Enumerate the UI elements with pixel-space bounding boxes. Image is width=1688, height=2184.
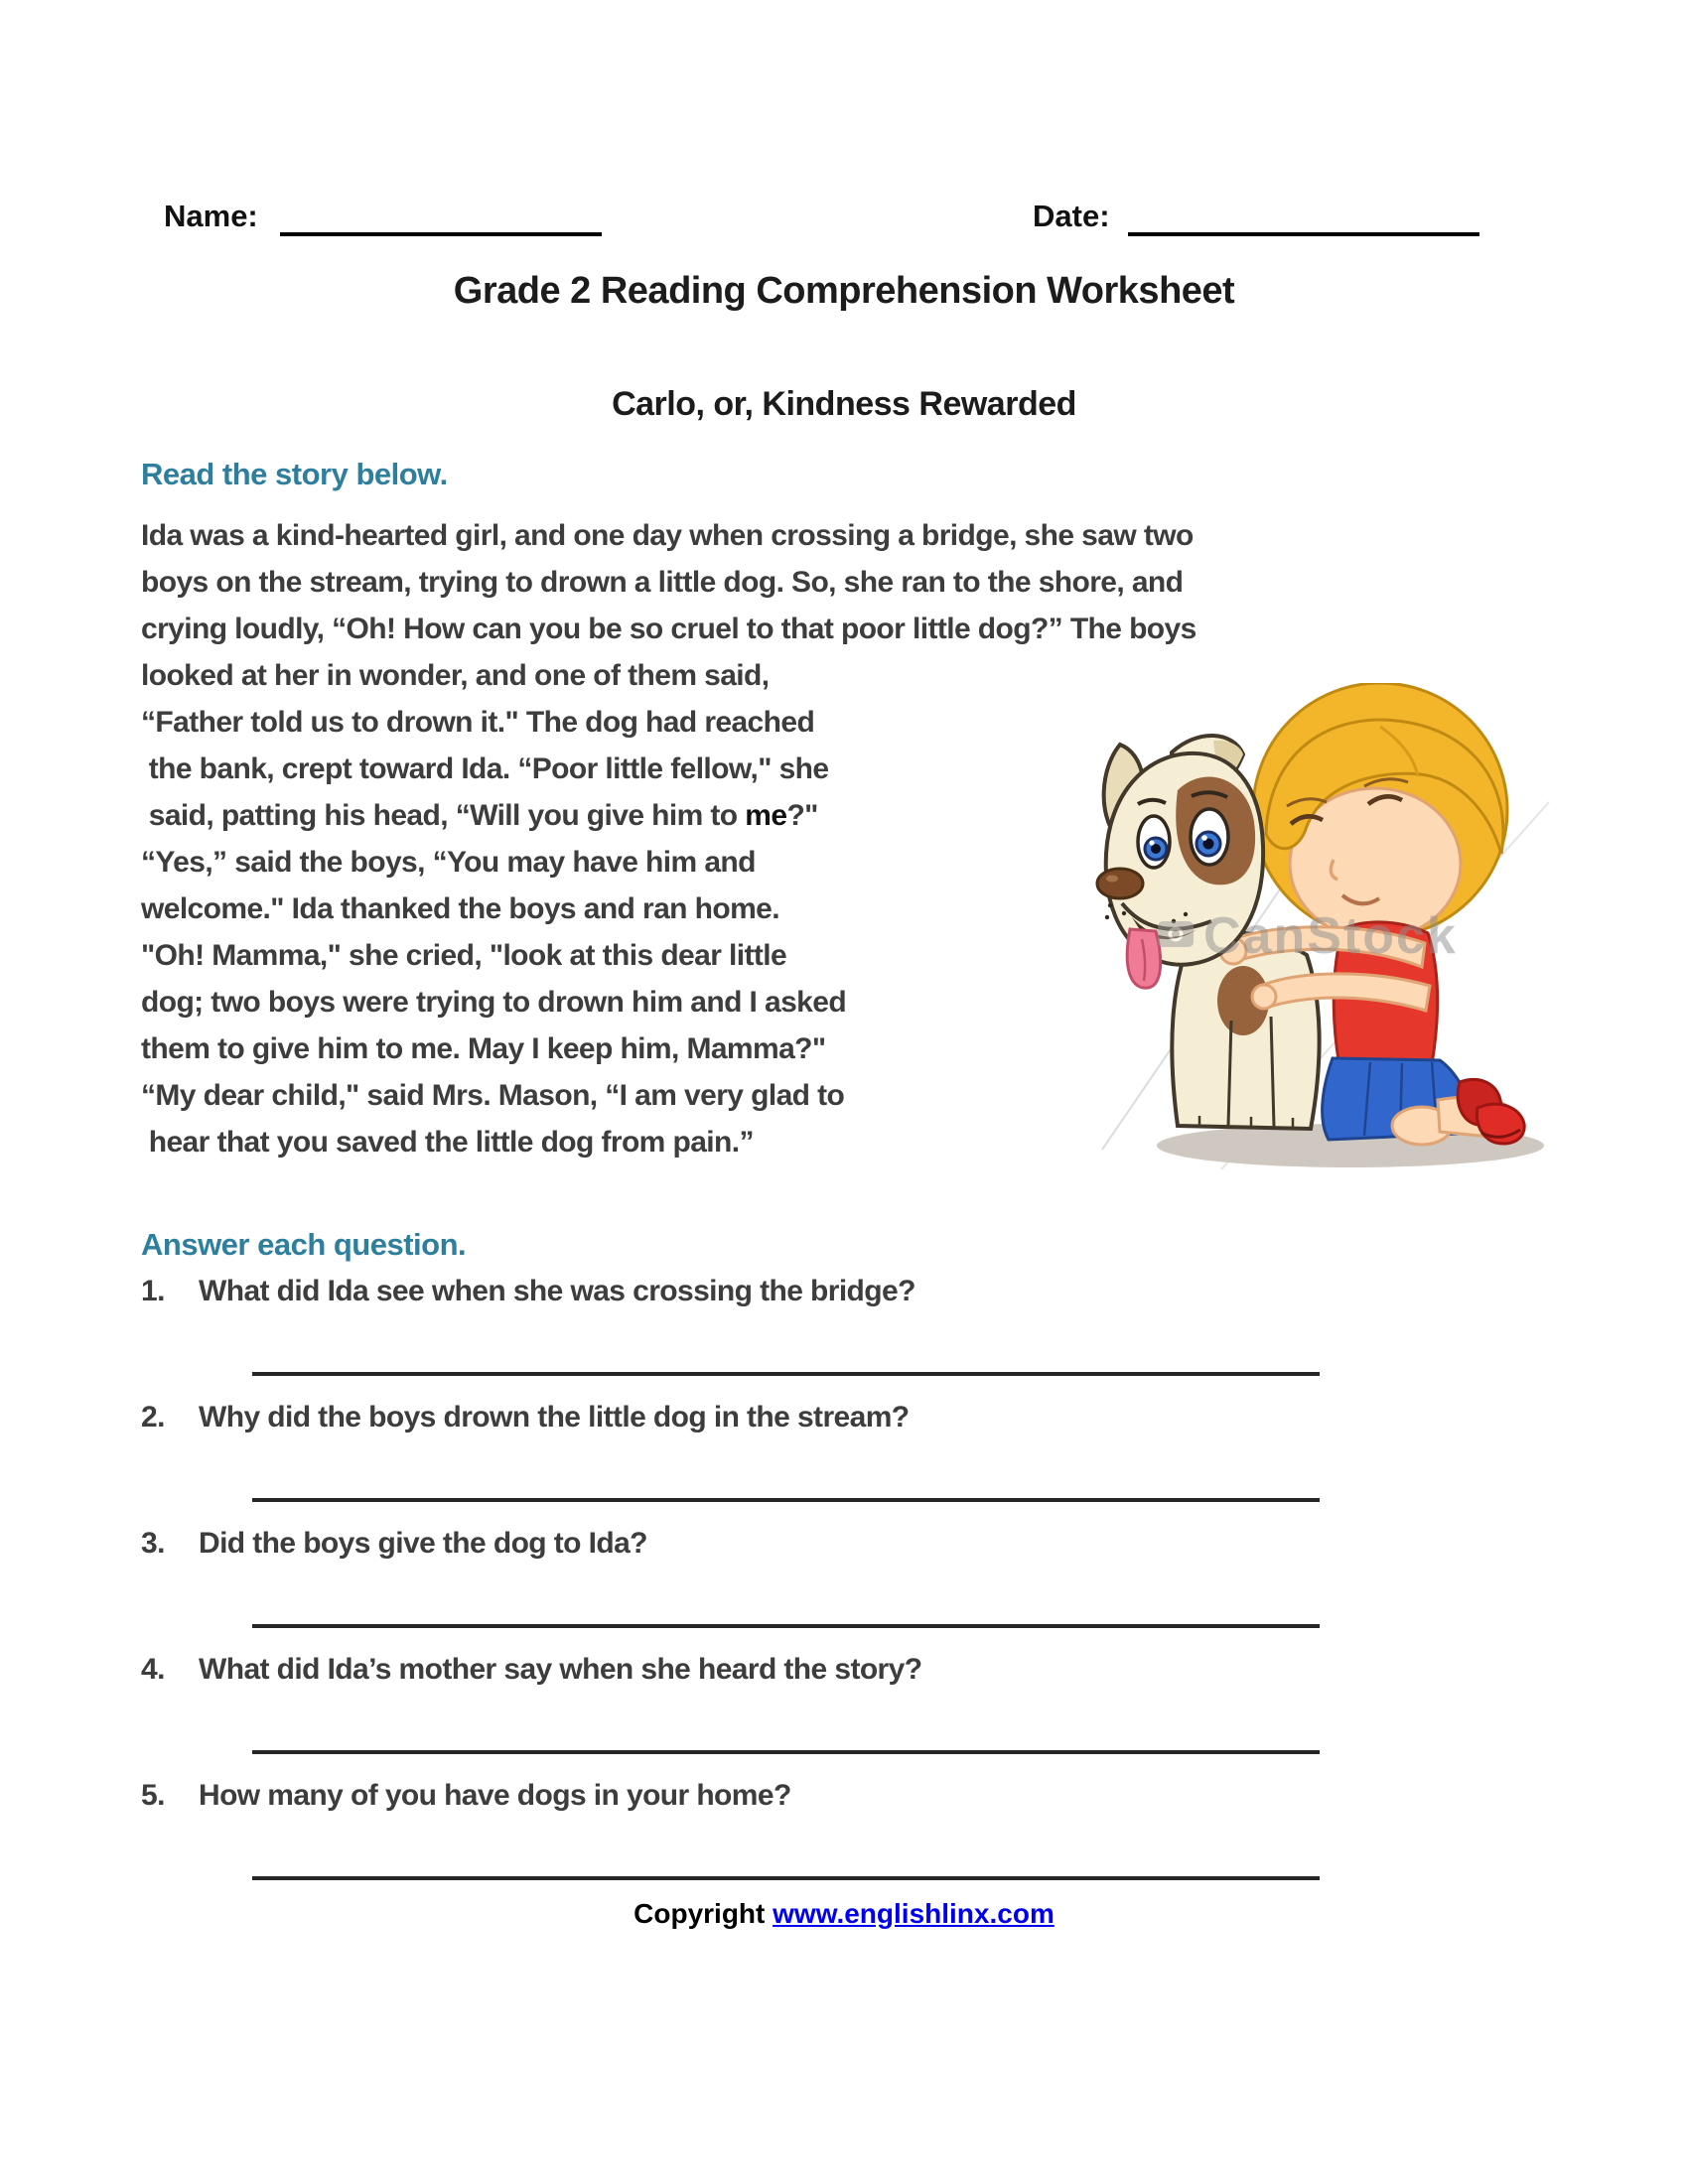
story-line: “Father told us to drown it." The dog had reached [141,706,815,739]
date-label: Date: [1033,199,1110,233]
story-line: said, patting his head, “Will you give him to me?" [141,799,818,832]
footer [0,1898,1688,1930]
answer-blank-line [252,1624,1320,1628]
copyright-label: Copyright [633,1898,766,1929]
dog-nose [1097,869,1143,898]
question-text: What did Ida see when she was crossing the bridge? [199,1275,915,1307]
question-text: Did the boys give the dog to Ida? [199,1527,647,1560]
answer-blank-line [252,1498,1320,1502]
story-line: boys on the stream, trying to drown a little dog. So, she ran to the shore, and [141,566,1184,599]
story-line: looked at her in wonder, and one of them said, [141,659,770,692]
englishlinx-link[interactable]: www.englishlinx.com [773,1898,1055,1929]
answer-blank-line [252,1372,1320,1376]
story-line: “My dear child," said Mrs. Mason, “I am very glad to [141,1079,845,1112]
story-line: dog; two boys were trying to drown him and I asked [141,986,847,1019]
question-number: 1. [141,1275,166,1307]
story-line: them to give him to me. May I keep him, Mamma?" [141,1032,826,1065]
name-blank-line [280,201,602,236]
story-line: “Yes,” said the boys, “You may have him and [141,846,756,879]
question-block [141,1401,1551,1502]
name-label: Name: [164,199,258,233]
question-number: 2. [141,1401,166,1433]
question-number: 3. [141,1527,166,1560]
story-line: crying loudly, “Oh! How can you be so cruel to that poor little dog?” The boys [141,613,1196,645]
question-block [141,1527,1551,1628]
date-blank-line [1128,201,1479,236]
story-title: Carlo, or, Kindness Rewarded [612,385,1076,423]
watermark [1158,907,1458,965]
question-block [141,1275,1551,1376]
story-line: hear that you saved the little dog from pain.” [141,1126,754,1159]
illustration-girl-hugging-dog [1082,683,1559,1176]
answer-questions-heading: Answer each question. [141,1227,467,1262]
page-title: Grade 2 Reading Comprehension Worksheet [453,270,1235,312]
question-block [141,1779,1551,1880]
questions-list [141,1275,1551,1905]
story-line: "Oh! Mamma," she cried, "look at this dear little [141,939,787,972]
answer-blank-line [252,1876,1320,1880]
story-line: the bank, crept toward Ida. “Poor little fellow," she [141,752,829,785]
question-number: 5. [141,1779,166,1812]
answer-blank-line [252,1750,1320,1754]
story-line: welcome." Ida thanked the boys and ran home. [141,892,779,925]
watermark-text: CanStock [1203,907,1458,965]
question-text: What did Ida’s mother say when she heard the story? [199,1653,922,1686]
question-text: Why did the boys drown the little dog in the stream? [199,1401,910,1433]
read-story-heading: Read the story below. [141,457,448,491]
story-line: Ida was a kind-hearted girl, and one day when crossing a bridge, she saw two [141,519,1194,552]
question-number: 4. [141,1653,166,1686]
question-text: How many of you have dogs in your home? [199,1779,791,1812]
question-block [141,1653,1551,1754]
